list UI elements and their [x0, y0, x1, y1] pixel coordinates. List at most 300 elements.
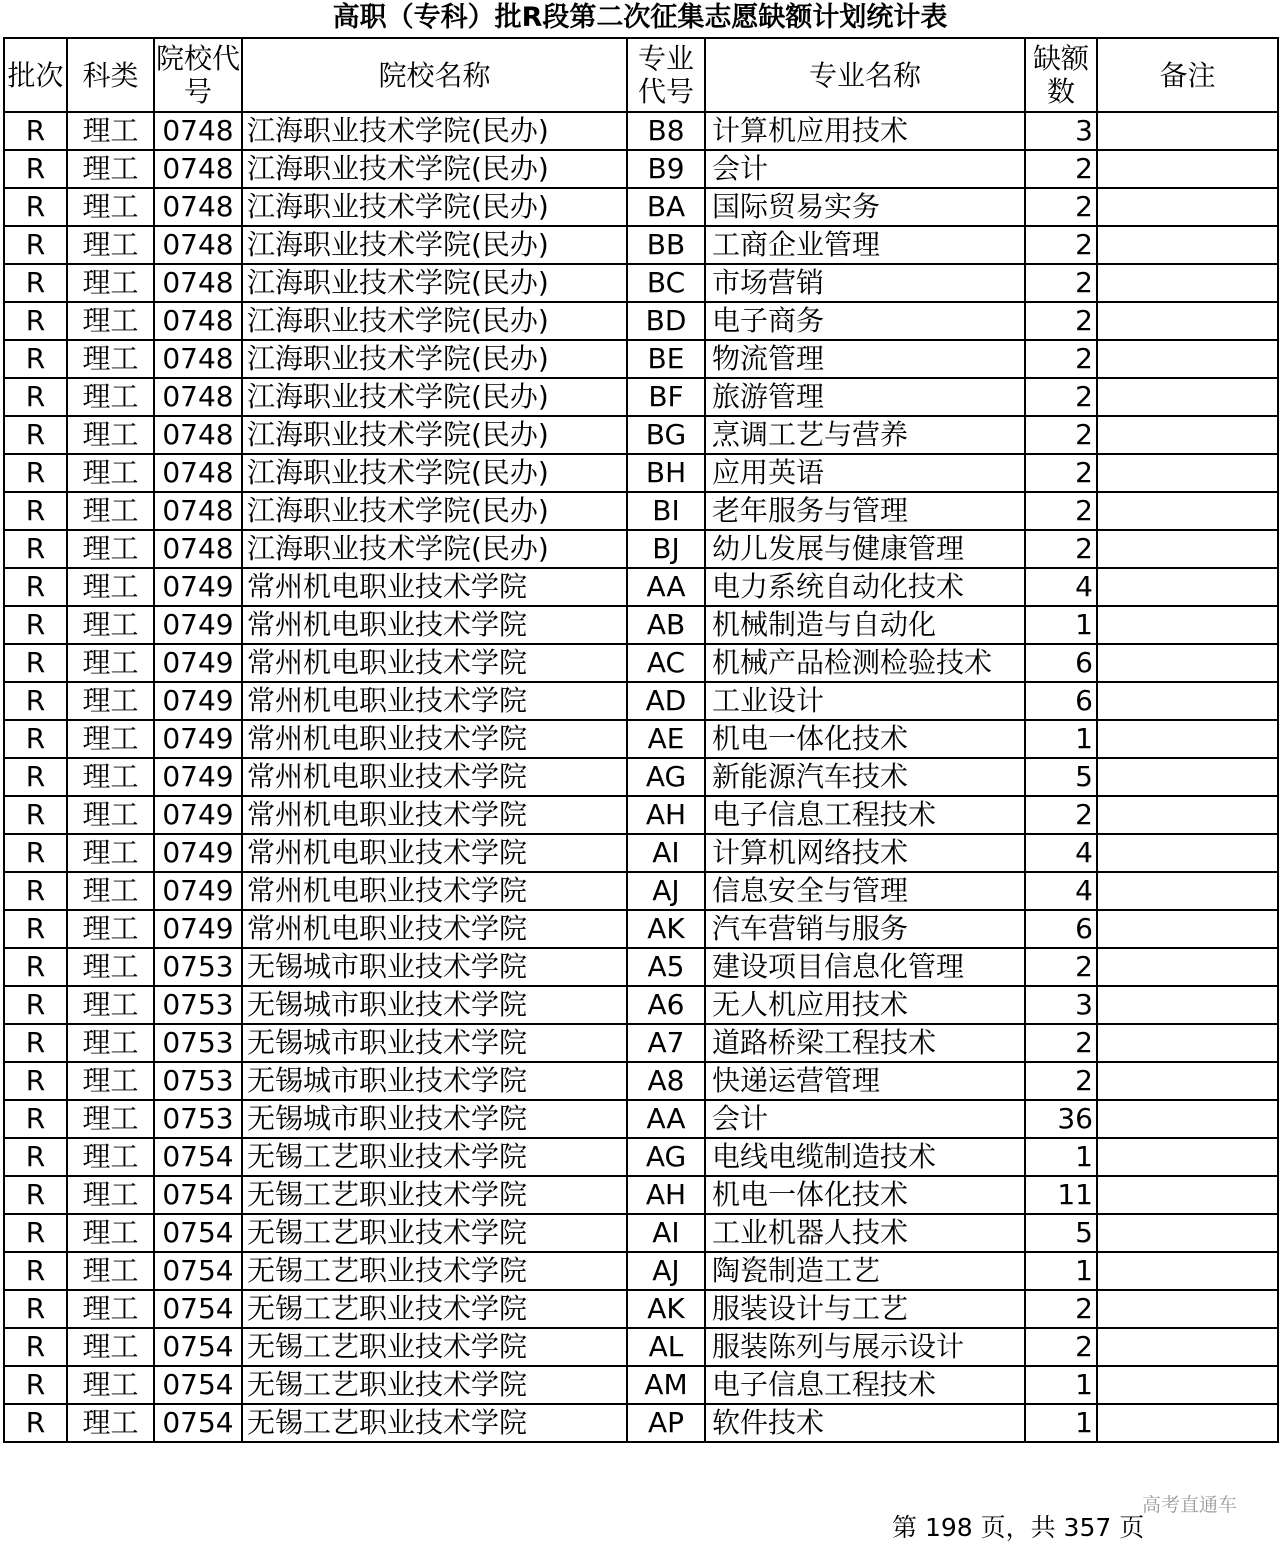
cell-vacancy: 2 [1025, 1024, 1097, 1062]
cell-batch: R [4, 644, 67, 682]
cell-major-code: AL [627, 1328, 705, 1366]
cell-school-code: 0749 [154, 644, 242, 682]
cell-remark [1097, 264, 1278, 302]
header-vacancy: 缺额数 [1025, 38, 1097, 112]
cell-batch: R [4, 454, 67, 492]
cell-remark [1097, 530, 1278, 568]
table-title: 高职（专科）批R段第二次征集志愿缺额计划统计表 [332, 2, 948, 33]
cell-batch: R [4, 340, 67, 378]
cell-remark [1097, 1062, 1278, 1100]
cell-remark [1097, 986, 1278, 1024]
cell-batch: R [4, 1062, 67, 1100]
cell-vacancy: 6 [1025, 644, 1097, 682]
cell-major-code: BG [627, 416, 705, 454]
cell-batch: R [4, 1328, 67, 1366]
cell-vacancy: 3 [1025, 986, 1097, 1024]
cell-major-name: 电子信息工程技术 [705, 1366, 1025, 1404]
cell-major-code: AB [627, 606, 705, 644]
cell-vacancy: 2 [1025, 150, 1097, 188]
cell-category: 理工 [67, 910, 154, 948]
cell-major-name: 道路桥梁工程技术 [705, 1024, 1025, 1062]
cell-category: 理工 [67, 872, 154, 910]
cell-category: 理工 [67, 1252, 154, 1290]
cell-major-name: 无人机应用技术 [705, 986, 1025, 1024]
cell-school-name: 江海职业技术学院(民办) [242, 340, 627, 378]
cell-school-name: 江海职业技术学院(民办) [242, 492, 627, 530]
cell-vacancy: 2 [1025, 188, 1097, 226]
table-row [4, 720, 1278, 758]
cell-vacancy: 36 [1025, 1100, 1097, 1138]
cell-remark [1097, 1328, 1278, 1366]
cell-major-name: 机械制造与自动化 [705, 606, 1025, 644]
cell-category: 理工 [67, 606, 154, 644]
table-row [4, 226, 1278, 264]
cell-school-code: 0753 [154, 986, 242, 1024]
table-row [4, 568, 1278, 606]
cell-category: 理工 [67, 948, 154, 986]
cell-remark [1097, 1252, 1278, 1290]
cell-batch: R [4, 416, 67, 454]
cell-school-name: 常州机电职业技术学院 [242, 606, 627, 644]
table-row [4, 1290, 1278, 1328]
table-row [4, 454, 1278, 492]
cell-school-code: 0754 [154, 1290, 242, 1328]
cell-remark [1097, 834, 1278, 872]
table-row [4, 1404, 1278, 1442]
cell-vacancy: 2 [1025, 1062, 1097, 1100]
cell-vacancy: 2 [1025, 1328, 1097, 1366]
header-school-code: 院校代号 [154, 38, 242, 112]
cell-category: 理工 [67, 1138, 154, 1176]
cell-school-code: 0753 [154, 1100, 242, 1138]
cell-major-code: AM [627, 1366, 705, 1404]
cell-remark [1097, 720, 1278, 758]
cell-school-name: 无锡城市职业技术学院 [242, 948, 627, 986]
cell-school-name: 常州机电职业技术学院 [242, 568, 627, 606]
cell-remark [1097, 1290, 1278, 1328]
table-row [4, 644, 1278, 682]
cell-school-code: 0748 [154, 340, 242, 378]
cell-school-name: 江海职业技术学院(民办) [242, 454, 627, 492]
cell-school-name: 无锡工艺职业技术学院 [242, 1252, 627, 1290]
table-row [4, 150, 1278, 188]
cell-major-code: AK [627, 1290, 705, 1328]
cell-major-code: BJ [627, 530, 705, 568]
vacancy-table [3, 37, 1279, 1443]
cell-category: 理工 [67, 340, 154, 378]
cell-category: 理工 [67, 1176, 154, 1214]
cell-batch: R [4, 1024, 67, 1062]
cell-batch: R [4, 1404, 67, 1442]
cell-school-name: 江海职业技术学院(民办) [242, 530, 627, 568]
cell-school-code: 0748 [154, 492, 242, 530]
cell-school-code: 0749 [154, 796, 242, 834]
cell-batch: R [4, 910, 67, 948]
cell-school-code: 0748 [154, 378, 242, 416]
cell-school-name: 无锡工艺职业技术学院 [242, 1366, 627, 1404]
cell-school-name: 无锡工艺职业技术学院 [242, 1328, 627, 1366]
cell-school-name: 无锡工艺职业技术学院 [242, 1138, 627, 1176]
cell-category: 理工 [67, 644, 154, 682]
cell-major-code: AJ [627, 1252, 705, 1290]
cell-major-code: AH [627, 1176, 705, 1214]
cell-batch: R [4, 112, 67, 150]
cell-major-name: 市场营销 [705, 264, 1025, 302]
cell-major-name: 信息安全与管理 [705, 872, 1025, 910]
cell-category: 理工 [67, 1290, 154, 1328]
cell-batch: R [4, 1366, 67, 1404]
cell-vacancy: 1 [1025, 1366, 1097, 1404]
cell-school-code: 0748 [154, 226, 242, 264]
table-row [4, 1176, 1278, 1214]
cell-remark [1097, 1176, 1278, 1214]
table-row [4, 872, 1278, 910]
cell-vacancy: 1 [1025, 1252, 1097, 1290]
table-body [4, 112, 1278, 1442]
table-row [4, 1328, 1278, 1366]
cell-school-code: 0754 [154, 1366, 242, 1404]
table-row [4, 1062, 1278, 1100]
cell-school-code: 0748 [154, 530, 242, 568]
table-row [4, 986, 1278, 1024]
cell-batch: R [4, 302, 67, 340]
cell-vacancy: 2 [1025, 264, 1097, 302]
cell-vacancy: 1 [1025, 720, 1097, 758]
cell-remark [1097, 1100, 1278, 1138]
table-row [4, 1252, 1278, 1290]
cell-vacancy: 3 [1025, 112, 1097, 150]
cell-remark [1097, 302, 1278, 340]
cell-vacancy: 2 [1025, 948, 1097, 986]
cell-school-name: 常州机电职业技术学院 [242, 910, 627, 948]
cell-school-name: 江海职业技术学院(民办) [242, 378, 627, 416]
cell-major-code: BI [627, 492, 705, 530]
cell-school-code: 0754 [154, 1404, 242, 1442]
cell-school-code: 0749 [154, 568, 242, 606]
cell-major-code: AE [627, 720, 705, 758]
cell-major-name: 电子信息工程技术 [705, 796, 1025, 834]
cell-vacancy: 2 [1025, 530, 1097, 568]
cell-major-name: 服装陈列与展示设计 [705, 1328, 1025, 1366]
cell-major-name: 幼儿发展与健康管理 [705, 530, 1025, 568]
cell-vacancy: 5 [1025, 1214, 1097, 1252]
cell-school-code: 0754 [154, 1138, 242, 1176]
cell-remark [1097, 226, 1278, 264]
cell-school-code: 0749 [154, 606, 242, 644]
cell-major-code: AP [627, 1404, 705, 1442]
table-header-row [4, 38, 1278, 112]
cell-major-code: AA [627, 1100, 705, 1138]
cell-category: 理工 [67, 492, 154, 530]
cell-major-name: 新能源汽车技术 [705, 758, 1025, 796]
cell-school-name: 江海职业技术学院(民办) [242, 264, 627, 302]
cell-major-code: AA [627, 568, 705, 606]
cell-category: 理工 [67, 758, 154, 796]
cell-batch: R [4, 682, 67, 720]
table-row [4, 796, 1278, 834]
header-category: 科类 [67, 38, 154, 112]
cell-batch: R [4, 568, 67, 606]
cell-school-code: 0748 [154, 150, 242, 188]
header-major-code: 专业代号 [627, 38, 705, 112]
cell-category: 理工 [67, 834, 154, 872]
cell-major-name: 机电一体化技术 [705, 1176, 1025, 1214]
cell-vacancy: 6 [1025, 682, 1097, 720]
cell-major-code: AC [627, 644, 705, 682]
cell-major-name: 旅游管理 [705, 378, 1025, 416]
cell-major-name: 工业设计 [705, 682, 1025, 720]
cell-vacancy: 2 [1025, 416, 1097, 454]
cell-category: 理工 [67, 1328, 154, 1366]
table-row [4, 834, 1278, 872]
cell-vacancy: 4 [1025, 568, 1097, 606]
cell-category: 理工 [67, 1366, 154, 1404]
cell-major-code: AD [627, 682, 705, 720]
table-row [4, 758, 1278, 796]
cell-school-name: 常州机电职业技术学院 [242, 834, 627, 872]
cell-major-name: 机电一体化技术 [705, 720, 1025, 758]
cell-remark [1097, 644, 1278, 682]
cell-major-code: BA [627, 188, 705, 226]
cell-major-name: 电力系统自动化技术 [705, 568, 1025, 606]
cell-school-code: 0748 [154, 454, 242, 492]
cell-school-name: 无锡城市职业技术学院 [242, 986, 627, 1024]
cell-category: 理工 [67, 264, 154, 302]
cell-school-code: 0749 [154, 834, 242, 872]
table-row [4, 378, 1278, 416]
cell-school-name: 江海职业技术学院(民办) [242, 150, 627, 188]
cell-batch: R [4, 378, 67, 416]
table-row [4, 302, 1278, 340]
cell-school-code: 0749 [154, 758, 242, 796]
cell-major-code: AH [627, 796, 705, 834]
table-row [4, 416, 1278, 454]
cell-major-code: BH [627, 454, 705, 492]
cell-major-code: BB [627, 226, 705, 264]
table-row [4, 910, 1278, 948]
cell-school-code: 0748 [154, 264, 242, 302]
cell-vacancy: 5 [1025, 758, 1097, 796]
cell-batch: R [4, 1138, 67, 1176]
cell-category: 理工 [67, 720, 154, 758]
cell-major-code: A6 [627, 986, 705, 1024]
cell-batch: R [4, 530, 67, 568]
cell-vacancy: 2 [1025, 492, 1097, 530]
cell-vacancy: 2 [1025, 796, 1097, 834]
cell-school-name: 常州机电职业技术学院 [242, 644, 627, 682]
cell-category: 理工 [67, 416, 154, 454]
cell-category: 理工 [67, 454, 154, 492]
watermark: 高考直通车 [1142, 1494, 1238, 1516]
cell-remark [1097, 948, 1278, 986]
cell-school-name: 常州机电职业技术学院 [242, 872, 627, 910]
cell-remark [1097, 910, 1278, 948]
cell-category: 理工 [67, 986, 154, 1024]
page-number: 第 198 页，共 357 页 [892, 1513, 1145, 1542]
cell-vacancy: 4 [1025, 872, 1097, 910]
cell-major-name: 电线电缆制造技术 [705, 1138, 1025, 1176]
cell-school-name: 常州机电职业技术学院 [242, 682, 627, 720]
cell-batch: R [4, 226, 67, 264]
cell-school-name: 无锡城市职业技术学院 [242, 1062, 627, 1100]
cell-batch: R [4, 720, 67, 758]
table-row [4, 112, 1278, 150]
cell-school-code: 0754 [154, 1252, 242, 1290]
table-row [4, 188, 1278, 226]
cell-batch: R [4, 986, 67, 1024]
table-row [4, 340, 1278, 378]
cell-category: 理工 [67, 378, 154, 416]
cell-remark [1097, 492, 1278, 530]
cell-major-name: 陶瓷制造工艺 [705, 1252, 1025, 1290]
cell-major-code: BC [627, 264, 705, 302]
header-school-name: 院校名称 [242, 38, 627, 112]
cell-major-code: A8 [627, 1062, 705, 1100]
cell-remark [1097, 682, 1278, 720]
cell-category: 理工 [67, 226, 154, 264]
cell-school-name: 无锡工艺职业技术学院 [242, 1290, 627, 1328]
cell-batch: R [4, 264, 67, 302]
cell-category: 理工 [67, 112, 154, 150]
cell-category: 理工 [67, 302, 154, 340]
cell-vacancy: 2 [1025, 302, 1097, 340]
table-row [4, 1366, 1278, 1404]
cell-category: 理工 [67, 1214, 154, 1252]
cell-school-code: 0754 [154, 1328, 242, 1366]
cell-category: 理工 [67, 682, 154, 720]
cell-remark [1097, 340, 1278, 378]
cell-vacancy: 2 [1025, 454, 1097, 492]
cell-major-name: 烹调工艺与营养 [705, 416, 1025, 454]
cell-major-name: 工商企业管理 [705, 226, 1025, 264]
header-batch: 批次 [4, 38, 67, 112]
cell-major-name: 老年服务与管理 [705, 492, 1025, 530]
cell-major-code: A5 [627, 948, 705, 986]
cell-school-code: 0748 [154, 416, 242, 454]
cell-major-name: 快递运营管理 [705, 1062, 1025, 1100]
cell-major-code: AI [627, 834, 705, 872]
cell-major-code: BF [627, 378, 705, 416]
cell-major-name: 计算机应用技术 [705, 112, 1025, 150]
table-row [4, 1138, 1278, 1176]
cell-school-name: 无锡城市职业技术学院 [242, 1100, 627, 1138]
cell-school-code: 0753 [154, 948, 242, 986]
header-remark: 备注 [1097, 38, 1278, 112]
cell-school-code: 0749 [154, 720, 242, 758]
cell-major-name: 工业机器人技术 [705, 1214, 1025, 1252]
cell-batch: R [4, 834, 67, 872]
cell-batch: R [4, 150, 67, 188]
cell-major-name: 国际贸易实务 [705, 188, 1025, 226]
cell-school-code: 0748 [154, 302, 242, 340]
cell-vacancy: 2 [1025, 378, 1097, 416]
cell-major-code: BE [627, 340, 705, 378]
cell-batch: R [4, 948, 67, 986]
cell-batch: R [4, 188, 67, 226]
cell-vacancy: 1 [1025, 1138, 1097, 1176]
cell-school-code: 0749 [154, 872, 242, 910]
cell-batch: R [4, 1252, 67, 1290]
cell-major-name: 软件技术 [705, 1404, 1025, 1442]
cell-remark [1097, 112, 1278, 150]
cell-school-code: 0749 [154, 910, 242, 948]
cell-batch: R [4, 1290, 67, 1328]
cell-category: 理工 [67, 568, 154, 606]
cell-category: 理工 [67, 796, 154, 834]
cell-remark [1097, 1404, 1278, 1442]
cell-vacancy: 6 [1025, 910, 1097, 948]
cell-category: 理工 [67, 530, 154, 568]
cell-major-name: 建设项目信息化管理 [705, 948, 1025, 986]
cell-category: 理工 [67, 1024, 154, 1062]
cell-major-name: 物流管理 [705, 340, 1025, 378]
table-row [4, 682, 1278, 720]
cell-major-name: 会计 [705, 1100, 1025, 1138]
cell-major-code: AK [627, 910, 705, 948]
cell-school-code: 0754 [154, 1176, 242, 1214]
cell-vacancy: 2 [1025, 340, 1097, 378]
cell-school-name: 无锡工艺职业技术学院 [242, 1214, 627, 1252]
cell-batch: R [4, 1100, 67, 1138]
cell-school-name: 江海职业技术学院(民办) [242, 416, 627, 454]
cell-remark [1097, 1214, 1278, 1252]
cell-remark [1097, 188, 1278, 226]
table-row [4, 492, 1278, 530]
cell-school-code: 0749 [154, 682, 242, 720]
cell-major-code: A7 [627, 1024, 705, 1062]
cell-school-name: 江海职业技术学院(民办) [242, 226, 627, 264]
cell-remark [1097, 150, 1278, 188]
cell-remark [1097, 378, 1278, 416]
cell-school-name: 无锡工艺职业技术学院 [242, 1176, 627, 1214]
table-row [4, 530, 1278, 568]
cell-school-name: 江海职业技术学院(民办) [242, 302, 627, 340]
cell-remark [1097, 1024, 1278, 1062]
cell-batch: R [4, 606, 67, 644]
cell-school-code: 0748 [154, 188, 242, 226]
cell-batch: R [4, 1176, 67, 1214]
cell-major-code: BD [627, 302, 705, 340]
cell-remark [1097, 1138, 1278, 1176]
cell-major-name: 服装设计与工艺 [705, 1290, 1025, 1328]
cell-school-name: 江海职业技术学院(民办) [242, 188, 627, 226]
cell-major-code: AG [627, 1138, 705, 1176]
cell-category: 理工 [67, 188, 154, 226]
cell-remark [1097, 1366, 1278, 1404]
cell-remark [1097, 872, 1278, 910]
cell-major-name: 应用英语 [705, 454, 1025, 492]
cell-school-name: 常州机电职业技术学院 [242, 796, 627, 834]
cell-vacancy: 2 [1025, 226, 1097, 264]
cell-major-code: AJ [627, 872, 705, 910]
cell-remark [1097, 606, 1278, 644]
table-row [4, 1024, 1278, 1062]
cell-major-name: 汽车营销与服务 [705, 910, 1025, 948]
cell-vacancy: 2 [1025, 1290, 1097, 1328]
cell-vacancy: 1 [1025, 1404, 1097, 1442]
cell-remark [1097, 796, 1278, 834]
cell-major-name: 电子商务 [705, 302, 1025, 340]
cell-remark [1097, 416, 1278, 454]
cell-batch: R [4, 1214, 67, 1252]
cell-major-name: 机械产品检测检验技术 [705, 644, 1025, 682]
cell-major-code: AG [627, 758, 705, 796]
cell-major-code: B8 [627, 112, 705, 150]
table-row [4, 264, 1278, 302]
table-row [4, 1214, 1278, 1252]
cell-category: 理工 [67, 150, 154, 188]
cell-school-name: 常州机电职业技术学院 [242, 720, 627, 758]
